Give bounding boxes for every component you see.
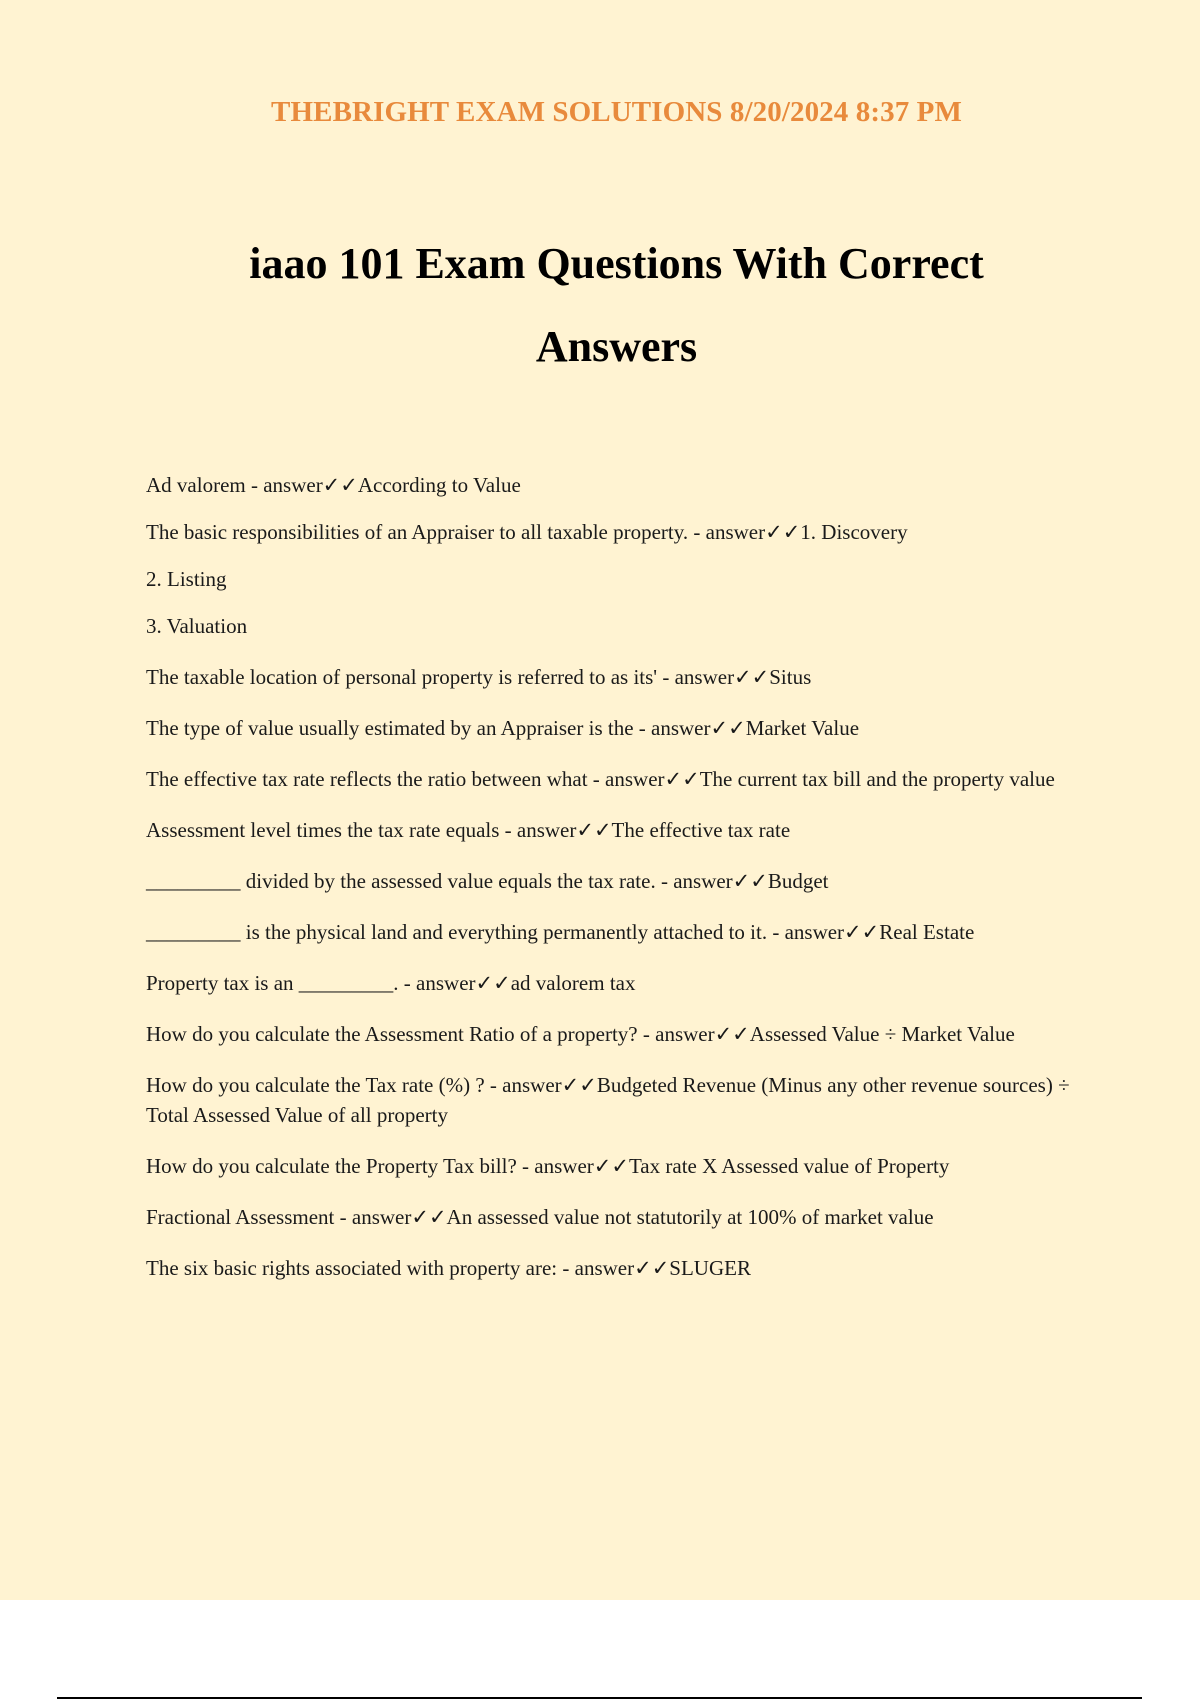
qa-item: How do you calculate the Tax rate (%) ? - answer✓✓Budgeted Revenue (Minus any other revenue sources) ÷ Total Assessed Value of all property: [146, 1073, 1070, 1127]
qa-item: _________ is the physical land and everything permanently attached to it. - answer✓✓Real Estate: [146, 920, 975, 944]
qa-item: How do you calculate the Assessment Ratio of a property? - answer✓✓Assessed Value ÷ Market Value: [146, 1022, 1015, 1046]
qa-item: The effective tax rate reflects the ratio between what - answer✓✓The current tax bill and the property value: [146, 767, 1055, 791]
question-answer-list: [146, 470, 1101, 1304]
title-line-2: Answers: [535, 322, 698, 371]
qa-item: _________ divided by the assessed value equals the tax rate. - answer✓✓Budget: [146, 869, 829, 893]
qa-item: The type of value usually estimated by an Appraiser is the - answer✓✓Market Value: [146, 716, 860, 740]
title-line-1: iaao 101 Exam Questions With Correct: [249, 239, 984, 288]
header-stamp: THEBRIGHT EXAM SOLUTIONS 8/20/2024 8:37 PM: [271, 96, 962, 128]
qa-item: How do you calculate the Property Tax bill? - answer✓✓Tax rate X Assessed value of Property: [146, 1154, 950, 1178]
qa-item: Assessment level times the tax rate equals - answer✓✓The effective tax rate: [146, 818, 791, 842]
qa-item: Fractional Assessment - answer✓✓An assessed value not statutorily at 100% of market value: [146, 1205, 934, 1229]
qa-item: The taxable location of personal property is referred to as its' - answer✓✓Situs: [146, 665, 812, 689]
qa-item: Property tax is an _________. - answer✓✓ad valorem tax: [146, 971, 636, 995]
document-title: [0, 222, 1200, 388]
qa-item: 3. Valuation: [146, 614, 248, 638]
qa-item: The basic responsibilities of an Appraiser to all taxable property. - answer✓✓1. Discovery: [146, 520, 908, 544]
qa-item: 2. Listing: [146, 567, 227, 591]
bottom-divider: [57, 1697, 1142, 1699]
qa-item: Ad valorem - answer✓✓According to Value: [146, 473, 521, 497]
qa-item: The six basic rights associated with property are: - answer✓✓SLUGER: [146, 1256, 751, 1280]
